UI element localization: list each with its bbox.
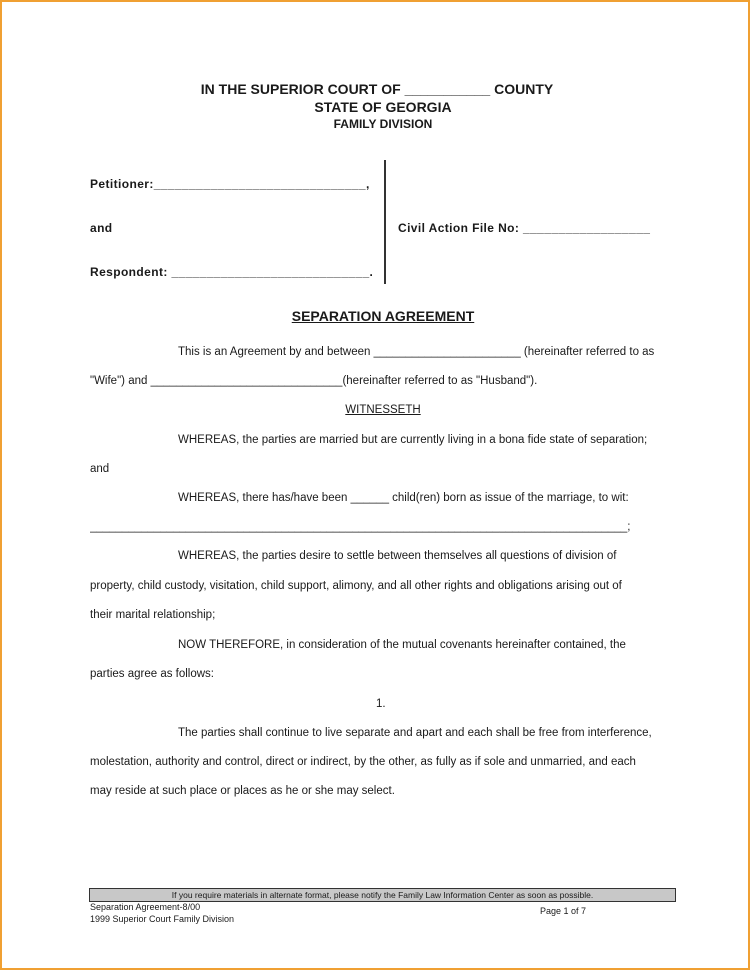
whereas-1-line-1: WHEREAS, the parties are married but are currently living in a bona fide state of separation; — [178, 434, 648, 446]
witnesseth-heading: WITNESSETH — [345, 404, 421, 416]
whereas-3-line-2: property, child custody, visitation, child support, alimony, and all other rights and obligations arising out of — [90, 580, 622, 592]
document-title: SEPARATION AGREEMENT — [291, 308, 475, 324]
caption-divider — [384, 160, 386, 284]
civil-action-field: Civil Action File No: __________________ — [398, 221, 651, 235]
division-heading: FAMILY DIVISION — [333, 117, 433, 131]
section-1-line-1: The parties shall continue to live separate and apart and each shall be free from interference, — [178, 727, 652, 739]
alternate-format-notice: If you require materials in alternate format, please notify the Family Law Information Center as soon as possible. — [89, 888, 676, 902]
petitioner-field: Petitioner:______________________________, — [90, 177, 370, 191]
whereas-2-line-1: WHEREAS, there has/have been ______ child(ren) born as issue of the marriage, to wit: — [178, 492, 629, 504]
whereas-1-line-2: and — [90, 463, 110, 475]
page-number: Page 1 of 7 — [540, 906, 587, 916]
whereas-2-children-blank: ____________________________________________________________________________________; — [90, 521, 631, 533]
intro-line-1: This is an Agreement by and between _______________________ (hereinafter referred to as — [178, 346, 655, 358]
state-heading: STATE OF GEORGIA — [314, 99, 452, 115]
section-number: 1. — [376, 698, 386, 710]
whereas-3-line-3: their marital relationship; — [90, 609, 216, 621]
section-1-line-2: molestation, authority and control, direct or indirect, by the other, as fully as if sole and unmarried, and each — [90, 756, 636, 768]
copyright-line: 1999 Superior Court Family Division — [90, 914, 235, 924]
caption-and: and — [90, 221, 113, 235]
form-id: Separation Agreement-8/00 — [90, 902, 201, 912]
now-therefore-line-2: parties agree as follows: — [90, 668, 215, 680]
court-heading: IN THE SUPERIOR COURT OF ___________ COUNTY — [200, 81, 554, 97]
now-therefore-line-1: NOW THEREFORE, in consideration of the mutual covenants hereinafter contained, the — [178, 639, 626, 651]
whereas-3-line-1: WHEREAS, the parties desire to settle between themselves all questions of division of — [178, 550, 617, 562]
respondent-field: Respondent: ____________________________. — [90, 265, 374, 279]
section-1-line-3: may reside at such place or places as he or she may select. — [90, 785, 395, 797]
intro-line-2: "Wife") and ______________________________(hereinafter referred to as "Husband"). — [90, 375, 538, 387]
